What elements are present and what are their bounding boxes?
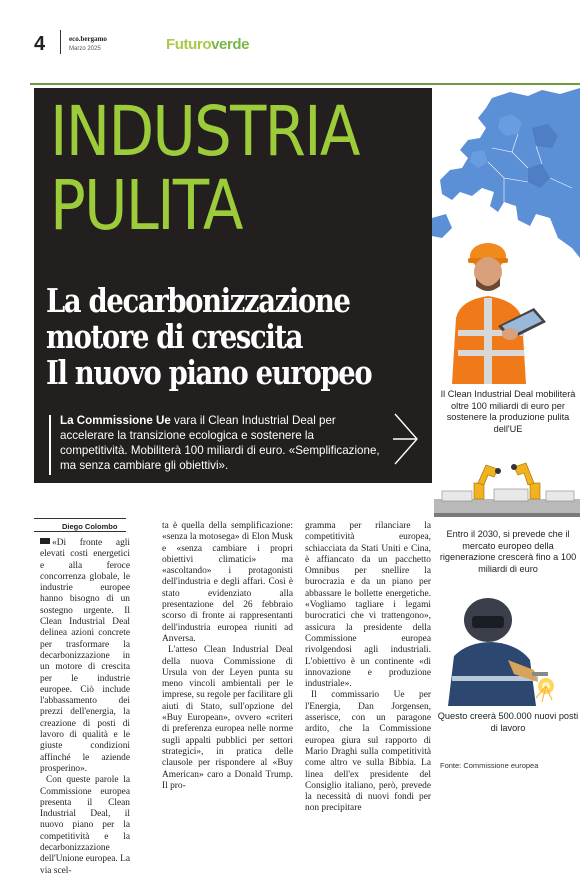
robotic-line-image	[434, 455, 580, 525]
subtitle-line1: La decarbonizzazione	[46, 281, 350, 320]
headline-line2: PULITA	[50, 166, 242, 246]
section-title	[166, 36, 249, 53]
publication-name: eco.bergamo	[69, 35, 107, 43]
lead-text: vara il Clean Industrial Deal per accelerare la transizione ecologica e sostenere la competitività. Mobiliterà 100 miliardi di euro. «Semplificazione, ma senza cambiare gli obiettivi».	[60, 414, 380, 472]
article-column-1	[40, 538, 130, 876]
caption-market: Entro il 2030, si prevede che il mercato europeo della rigenerazione crescerà fino a 100 miliardi di euro	[439, 529, 577, 574]
europe-map-image	[432, 88, 580, 258]
lead-paragraph	[60, 413, 380, 473]
article-paragraph	[40, 538, 130, 775]
caption-investment: Il Clean Industrial Deal mobiliterà oltre 100 miliardi di euro per sostenere la produzione pulita dell'UE	[440, 389, 576, 434]
article-paragraph: L'atteso Clean Industrial Deal della nuova Commissione di Ursula von der Leyen punta su meno vincoli ambientali per le imprese, su regole per facilitare gli aiuti di Stato, sull'opzione del «Buy European», ovvero «criteri di preferenza europea nelle norme sugli appalti pubblici per settori strategici», in pratica delle clausole per rispondere al «Buy American» caro a Donald Trump. Il pro-	[162, 645, 293, 791]
header-divider	[60, 30, 61, 54]
source-credit: Fonte: Commissione europea	[440, 761, 539, 770]
issue-date: Marzo 2025	[69, 46, 101, 52]
article-column-3	[305, 521, 431, 814]
article-column-2	[162, 521, 293, 806]
subtitle-line3: Il nuovo piano europeo	[46, 353, 372, 392]
article-text: «Di fronte agli elevati costi energetici e alla feroce concorrenza globale, le industrie europee hanno bisogno di un sostegno urgente. Il Clean Industrial Deal delinea azioni concrete per trasformare la decarbonizzazione in un motore di crescita per le industrie europee. Ciò include l'abbassamento dei prezzi dell'energia, la creazione di posti di lavoro di qualità e le giuste condizioni affinché le aziende prosperino».	[40, 538, 130, 774]
article-paragraph: gramma per rilanciare la competitività europea, schiacciata da Stati Uniti e Cina, è affiancato da un pacchetto Omnibus per snellire la burocrazia e da un piano per abbassare le bollette energetiche. «Vogliamo tagliare i legami burocratici che vi trattengono», assicura la presidente della Commissione europea rivolgendosi agli industriali. L'obiettivo è un continente «di innovazione e produzione industriale».	[305, 521, 431, 690]
europe-map-icon	[432, 88, 580, 258]
lead-bold: La Commissione Ue	[60, 414, 171, 427]
section-title-part2: verde	[211, 36, 250, 53]
section-title-part1: Futuro	[166, 36, 212, 53]
subtitle-line2: motore di crescita	[46, 317, 303, 356]
byline-rule-top	[34, 518, 126, 519]
page-number: 4	[34, 33, 46, 55]
article-paragraph: ta è quella della semplificazione: «senza la motosega» di Elon Musk e «senza cambiare i propri obiettivi climatici» ma «ascoltando» i protagonisti dell'industria e degli affari. Così è stato evidenziato alla presentazione del 26 febbraio scorso di fronte ai rappresentanti dell'industria europea riuniti ad Anversa.	[162, 521, 293, 644]
worker-tablet-image	[438, 238, 548, 384]
arrow-right-icon	[393, 412, 419, 466]
article-paragraph: Il commissario Ue per l'Energia, Dan Jorgensen, asserisce, con un paragone ardito, che la Commissione europea giura sul rapporto di Mario Draghi sulla competitività come altro ve sulla Bibbia. La linea dell'ex presidente del Consiglio italiano, però, prevede la necessità di nuovi fondi per non precipitare	[305, 690, 431, 814]
welder-image	[438, 590, 554, 706]
lead-accent-bar	[49, 415, 51, 475]
byline-rule-bottom	[34, 531, 126, 532]
headline-line1: INDUSTRIA	[50, 92, 359, 172]
caption-jobs: Questo creerà 500.000 nuovi posti di lavoro	[437, 711, 579, 733]
author-byline: Diego Colombo	[62, 522, 118, 531]
article-paragraph: Con queste parole la Commissione europea presenta il Clean Industrial Deal, il nuovo piano per la competitività e la decarbonizzazione dell'Unione europea. La via scel-	[40, 775, 130, 876]
paragraph-marker-icon	[40, 538, 50, 544]
header-rule	[30, 83, 580, 85]
